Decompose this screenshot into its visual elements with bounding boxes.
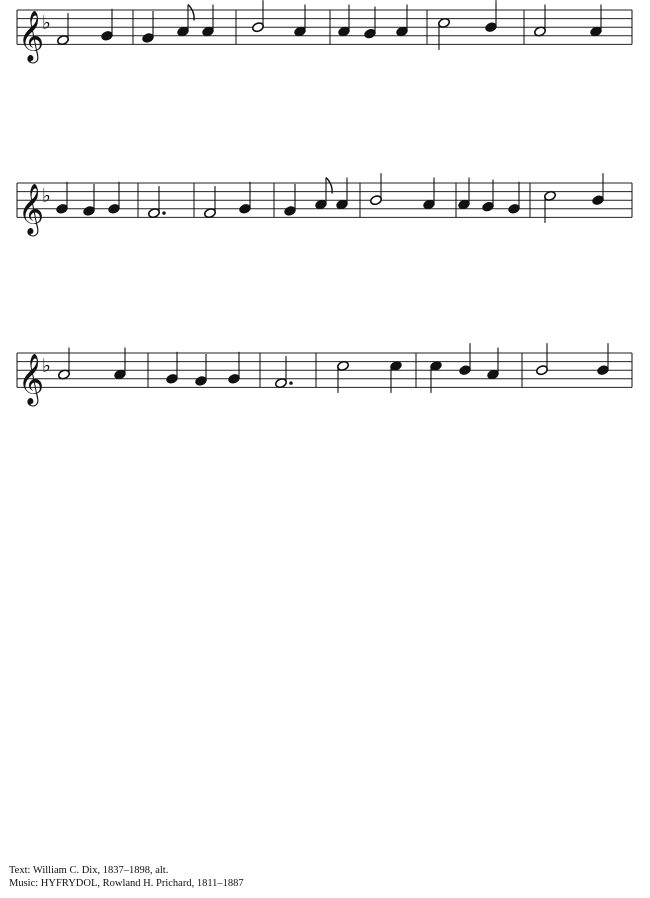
music-credit: Music: HYFRYDOL, Rowland H. Prichard, 1811–1887 <box>9 878 244 889</box>
credits <box>9 864 244 890</box>
flat-icon: ♭ <box>42 355 51 378</box>
text-credit: Text: William C. Dix, 1837–1898, alt. <box>9 865 169 876</box>
treble-clef-icon: 𝄞 <box>18 353 45 405</box>
dot <box>162 211 165 214</box>
staff-system <box>17 173 632 236</box>
flat-icon: ♭ <box>42 12 51 35</box>
dot <box>289 381 292 384</box>
staff-system <box>17 343 632 406</box>
flat-icon: ♭ <box>42 185 51 208</box>
staff-system <box>17 0 632 63</box>
treble-clef-icon: 𝄞 <box>18 10 45 62</box>
treble-clef-icon: 𝄞 <box>18 183 45 235</box>
